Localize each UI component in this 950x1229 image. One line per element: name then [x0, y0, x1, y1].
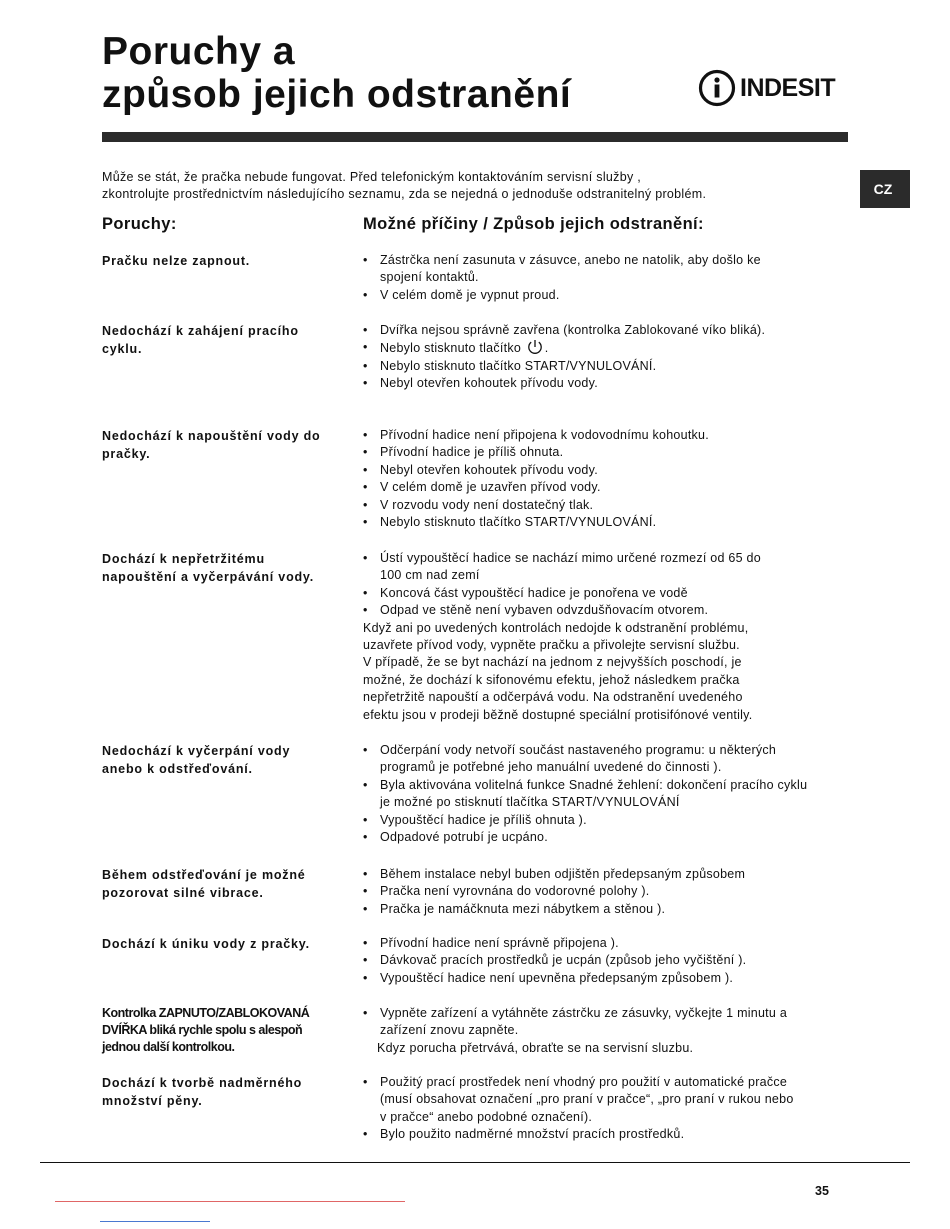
fault-label	[102, 742, 352, 778]
cause-bullet: • Nebyl otevřen kohoutek přívodu vody.	[363, 462, 843, 479]
cause-paragraph: Když ani po uvedených kontrolách nedojde k odstranění problému,	[363, 620, 749, 635]
cause-paragraph: možné, že dochází k sifonovému efektu, jehož následkem pračka	[363, 672, 740, 687]
cause-list	[363, 866, 843, 918]
page-number: 35	[815, 1184, 829, 1198]
cause-paragraph: uzavřete přívod vody, vypněte pračku a přivolejte servisní službu.	[363, 638, 740, 653]
cause-bullet: • Vypouštěcí hadice není upevněna předepsaným způsobem ).	[363, 970, 843, 987]
cause-bullet: • Odčerpání vody netvoří součást nastaveného programu: u některých	[363, 742, 843, 759]
cause-bullet: • Bylo použito nadměrné množství pracích prostředků.	[363, 1126, 843, 1143]
cause-bullet: • Pračka je namáčknuta mezi nábytkem a stěnou ).	[363, 901, 843, 918]
cause-continuation: 100 cm nad zemí	[380, 568, 480, 583]
cause-bullet	[363, 339, 843, 357]
cause-continuation: (musí obsahovat označení „pro praní v pračce“, „pro praní v rukou nebo	[380, 1092, 794, 1107]
fault-label-line: Nedochází k vyčerpání vody	[102, 744, 291, 758]
cause-continuation: je možné po stisknutí tlačítka START/VYNULOVÁNÍ	[380, 795, 680, 810]
fault-label	[102, 427, 352, 463]
brand-name: INDESIT	[740, 73, 836, 102]
fault-label-line: Nedochází k zahájení pracího	[102, 324, 299, 338]
fault-label-line: Během odstřeďování je možné	[102, 868, 306, 882]
fault-label-line: pozorovat silné vibrace.	[102, 886, 264, 900]
cause-paragraph: nepřetržitě napouští a odčerpává vodu. Na odstranění uvedeného	[363, 690, 743, 705]
fault-label	[102, 1005, 352, 1056]
cause-bullet: • Během instalace nebyl buben odjištěn předepsaným způsobem	[363, 866, 843, 883]
cause-text: Nebylo stisknuto tlačítko	[380, 341, 525, 356]
cause-bullet: • V celém domě je vypnut proud.	[363, 287, 843, 304]
cause-note: Kdyz porucha přetrvává, obraťte se na servisní sluzbu.	[377, 1040, 694, 1055]
fault-label	[102, 322, 352, 358]
intro-text	[102, 169, 822, 203]
cause-bullet: • Dvířka nejsou správně zavřena (kontrolka Zablokované víko bliká).	[363, 322, 843, 339]
page-title-line-1: Poruchy a	[102, 30, 296, 73]
cause-bullet: • Ústí vypouštěcí hadice se nachází mimo určené rozmezí od 65 do	[363, 550, 843, 567]
cause-bullet: • Nebylo stisknuto tlačítko START/VYNULOVÁNÍ.	[363, 514, 843, 531]
cause-continuation: zařízení znovu zapněte.	[380, 1023, 519, 1038]
cause-list	[363, 1005, 843, 1057]
cause-continuation: programů je potřebné jeho manuální uvedené do činnosti ).	[380, 760, 722, 775]
cause-bullet: • Přívodní hadice není připojena k vodovodnímu kohoutku.	[363, 427, 843, 444]
cause-list	[363, 427, 843, 531]
decorative-blue-line	[100, 1221, 210, 1222]
cause-text: .	[544, 341, 549, 356]
cause-list	[363, 1074, 843, 1144]
cause-bullet: • Pračka není vyrovnána do vodorovné polohy ).	[363, 883, 843, 900]
fault-label-line: cyklu.	[102, 342, 143, 356]
fault-label	[102, 1074, 352, 1110]
intro-line-2: zkontrolujte prostřednictvím následujícího seznamu, zda se nejedná o jednoduše odstranitelný problém.	[102, 187, 707, 201]
fault-label	[102, 935, 352, 953]
cause-list	[363, 322, 843, 393]
footer-divider	[40, 1162, 910, 1163]
cause-bullet: • Nebylo stisknuto tlačítko START/VYNULOVÁNÍ.	[363, 358, 843, 375]
fault-label-line: napouštění a vyčerpávání vody.	[102, 570, 315, 584]
fault-label-line: DVÍŘKA bliká rychle spolu s alespoň	[102, 1023, 303, 1037]
fault-label-line: Dochází k úniku vody z pračky.	[102, 937, 310, 951]
cause-list	[363, 742, 843, 846]
cause-bullet: • V celém domě je uzavřen přívod vody.	[363, 479, 843, 496]
indesit-logo-icon	[698, 69, 736, 107]
cause-bullet: • Odpadové potrubí je ucpáno.	[363, 829, 843, 846]
decorative-red-line	[55, 1201, 405, 1202]
page-title	[102, 30, 571, 116]
cause-continuation: spojení kontaktů.	[380, 270, 479, 285]
cause-bullet: • Nebyl otevřen kohoutek přívodu vody.	[363, 375, 843, 392]
fault-label-line: množství pěny.	[102, 1094, 203, 1108]
power-button-icon	[526, 339, 544, 355]
cause-bullet: • Vypněte zařízení a vytáhněte zástrčku ze zásuvky, vyčkejte 1 minutu a	[363, 1005, 843, 1022]
cause-bullet: • V rozvodu vody není dostatečný tlak.	[363, 497, 843, 514]
cause-bullet: • Dávkovač pracích prostředků je ucpán (způsob jeho vyčištění ).	[363, 952, 843, 969]
fault-label	[102, 252, 352, 270]
cause-bullet: • Odpad ve stěně není vybaven odvzdušňovacím otvorem.	[363, 602, 843, 619]
cause-list	[363, 935, 843, 987]
brand-logo	[698, 68, 835, 108]
cause-bullet: • Vypouštěcí hadice je příliš ohnuta ).	[363, 812, 843, 829]
cause-bullet: • Přívodní hadice není správně připojena ).	[363, 935, 843, 952]
cause-bullet: • Koncová část vypouštěcí hadice je ponořena ve vodě	[363, 585, 843, 602]
intro-line-1: Může se stát, že pračka nebude fungovat. Před telefonickým kontaktováním servisní služby ,	[102, 170, 642, 184]
cause-paragraph: efektu jsou v prodeji běžně dostupné speciální protisifónové ventily.	[363, 707, 753, 722]
cause-bullet: • Byla aktivována volitelná funkce Snadné žehlení: dokončení pracího cyklu	[363, 777, 843, 794]
cause-list	[363, 550, 843, 724]
cause-paragraph: V případě, že se byt nachází na jednom z nejvyšších poschodí, je	[363, 655, 742, 670]
fault-label-line: pračky.	[102, 447, 151, 461]
fault-label-line: Dochází k nepřetržitému	[102, 552, 265, 566]
causes-header: Možné příčiny / Způsob jejich odstranění:	[363, 215, 704, 233]
title-divider	[102, 132, 848, 142]
cause-bullet: • Přívodní hadice je příliš ohnuta.	[363, 444, 843, 461]
fault-label-line: jednou další kontrolkou.	[102, 1040, 235, 1054]
fault-label-line: anebo k odstřeďování.	[102, 762, 253, 776]
fault-label	[102, 866, 352, 902]
fault-label	[102, 550, 352, 586]
fault-label-line: Dochází k tvorbě nadměrného	[102, 1076, 303, 1090]
cause-continuation: v pračce“ anebo podobné označení).	[380, 1109, 593, 1124]
cause-list	[363, 252, 843, 304]
fault-label-line: Nedochází k napouštění vody do	[102, 429, 321, 443]
faults-header: Poruchy:	[102, 215, 177, 233]
language-tab: CZ	[860, 170, 910, 208]
cause-bullet: • Použitý prací prostředek není vhodný pro použití v automatické pračce	[363, 1074, 843, 1091]
page-title-line-2: způsob jejich odstranění	[102, 73, 572, 116]
fault-label-line: Kontrolka ZAPNUTO/ZABLOKOVANÁ	[102, 1006, 310, 1020]
cause-bullet: • Zástrčka není zasunuta v zásuvce, anebo ne natolik, aby došlo ke	[363, 252, 843, 269]
fault-label-line: Pračku nelze zapnout.	[102, 254, 251, 268]
